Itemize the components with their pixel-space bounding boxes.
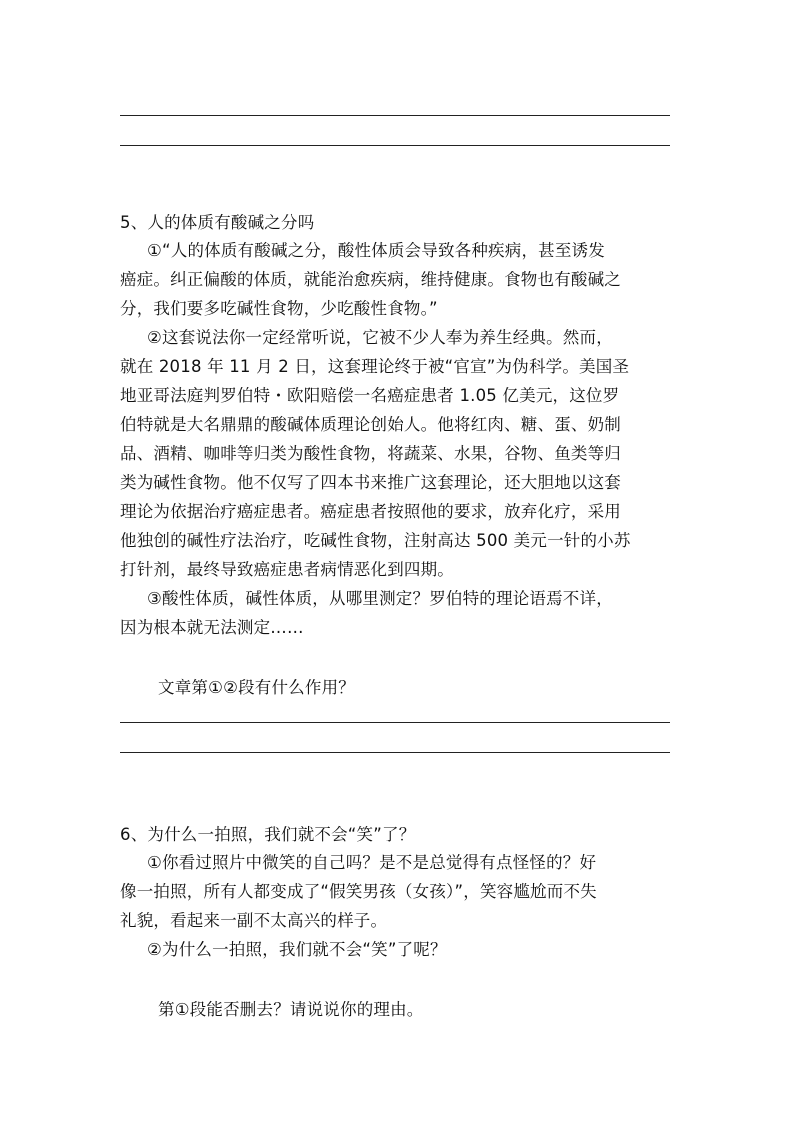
paragraph-line: 伯特就是大名鼎鼎的酸碱体质理论创始人。他将红肉、糖、蛋、奶制 [120, 415, 621, 434]
paragraph-line: 理论为依据治疗癌症患者。癌症患者按照他的要求，放弃化疗，采用 [120, 502, 621, 521]
paragraph-line: 类为碱性食物。他不仅写了四本书来推广这套理论，还大胆地以这套 [120, 473, 621, 492]
paragraph-line: ②为什么一拍照，我们就不会“笑”了呢？ [147, 940, 447, 959]
paragraph-line: 像一拍照，所有人都变成了“假笑男孩（女孩）”，笑容尴尬而不失 [120, 882, 597, 901]
answer-line [120, 145, 670, 146]
paragraph-line: 他独创的碱性疗法治疗，吃碱性食物，注射高达 500 美元一针的小苏 [120, 531, 631, 550]
paragraph-line: 礼貌，看起来一副不太高兴的样子。 [120, 911, 388, 930]
paragraph-line: ②这套说法你一定经常听说，它被不少人奉为养生经典。然而， [147, 328, 613, 347]
paragraph-line: 因为根本就无法测定…… [120, 618, 304, 637]
paragraph-line: ①你看过照片中微笑的自己吗？是不是总觉得有点怪怪的？好 [147, 853, 597, 872]
paragraph-line: 就在 2018 年 11 月 2 日，这套理论终于被“官宣”为伪科学。美国圣 [120, 357, 630, 376]
paragraph-line: 品、酒精、咖啡等归类为酸性食物，将蔬菜、水果，谷物、鱼类等归 [120, 444, 621, 463]
paragraph-line: 分，我们要多吃碱性食物，少吃酸性食物。” [120, 299, 438, 318]
question-text: 第①段能否删去？请说说你的理由。 [158, 1000, 424, 1019]
answer-line [120, 115, 670, 116]
section-5-title: 5、人的体质有酸碱之分吗 [120, 213, 315, 232]
answer-line [120, 752, 670, 753]
section-6-title: 6、为什么一拍照，我们就不会“笑”了？ [120, 825, 416, 844]
question-text: 文章第①②段有什么作用？ [158, 678, 355, 697]
answer-line [120, 722, 670, 723]
paragraph-line: ③酸性体质，碱性体质，从哪里测定？罗伯特的理论语焉不详， [147, 589, 613, 608]
paragraph-line: ①“人的体质有酸碱之分，酸性体质会导致各种疾病，甚至诱发 [147, 241, 605, 260]
paragraph-line: 打针剂，最终导致癌症患者病情恶化到四期。 [120, 560, 454, 579]
paragraph-line: 癌症。纠正偏酸的体质，就能治愈疾病，维持健康。食物也有酸碱之 [120, 270, 621, 289]
paragraph-line: 地亚哥法庭判罗伯特・欧阳赔偿一名癌症患者 1.05 亿美元，这位罗 [120, 386, 620, 405]
